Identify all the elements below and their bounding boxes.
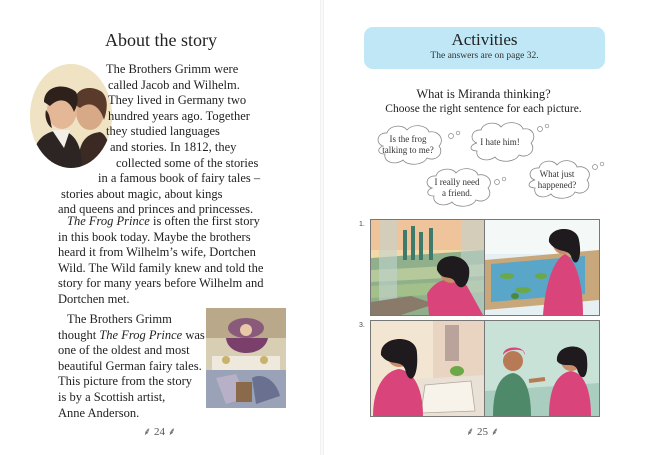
text-line: in a famous book of fairy tales – (98, 171, 261, 186)
page-ornament-icon: ⸙ (490, 426, 499, 438)
text-line (67, 214, 263, 230)
anne-anderson-illustration (206, 308, 286, 408)
text-line: story for many years before Wilhelm and (58, 276, 264, 291)
text-span: happened? (537, 180, 577, 190)
bubble-text (525, 158, 589, 202)
text-line: and queens and princes and princesses. (58, 202, 254, 217)
thought-bubble (422, 166, 494, 210)
text-line: collected some of the stories (116, 155, 259, 170)
activities-subtitle: The answers are on page 32. (430, 51, 539, 61)
text-line: in this book today. Maybe the brothers (58, 229, 251, 244)
page-number (143, 424, 176, 439)
thought-bubble (373, 122, 449, 168)
book-title-italic: The Frog Prince (67, 214, 150, 228)
bubble-text (373, 122, 443, 168)
page-number-text: 25 (477, 426, 488, 438)
text-span: I hate him! (480, 136, 520, 147)
comic-panel-4 (484, 320, 600, 417)
thought-bubble (525, 158, 591, 202)
text-line: and stories. In 1812, they (110, 139, 237, 154)
text-line: The Brothers Grimm (67, 312, 172, 326)
text-span: is often the first story (149, 214, 260, 228)
page-number-text: 24 (154, 426, 165, 438)
bubble-text (467, 119, 533, 165)
text-line: is by a Scottish artist, (58, 389, 166, 404)
page-ornament-icon: ⸙ (143, 426, 152, 438)
text-line: hundred years ago. Together (108, 108, 250, 123)
grimm-brothers-portrait (30, 64, 112, 168)
panel-label: 1. (359, 221, 365, 228)
paragraph-history (58, 214, 263, 308)
text-line: they studied languages (106, 124, 220, 139)
comic-panel-1 (370, 219, 486, 316)
text-line: The Brothers Grimm were (106, 62, 239, 76)
panel-label: 3. (359, 322, 365, 329)
text-line: Dortchen met. (58, 291, 130, 306)
comic-panel-2 (484, 219, 600, 316)
text-line (58, 328, 205, 344)
text-span: was (182, 327, 205, 342)
book-spine (320, 0, 324, 455)
text-line: Anne Anderson. (58, 405, 140, 420)
text-line: stories about magic, about kings (61, 186, 223, 201)
paragraph-intro (58, 62, 261, 218)
text-span: thought (58, 327, 100, 342)
question-heading: What is Miranda thinking? (416, 87, 551, 101)
text-line: heard it from Wilhelm’s wife, Dortchen (58, 245, 256, 260)
comic-panel-3 (370, 320, 486, 417)
activities-header (364, 27, 605, 69)
text-span: What just (539, 169, 575, 179)
text-span: talking to me? (382, 145, 434, 155)
text-line: They lived in Germany two (108, 93, 247, 108)
page-title: About the story (105, 30, 217, 50)
text-line: This picture from the story (58, 374, 192, 389)
question-instruction: Choose the right sentence for each picture. (385, 103, 582, 115)
bubble-text (422, 166, 492, 210)
page-ornament-icon: ⸙ (167, 426, 176, 438)
activities-title: Activities (451, 30, 518, 49)
page-ornament-icon: ⸙ (466, 426, 475, 438)
text-line: one of the oldest and most (58, 343, 190, 358)
text-line: called Jacob and Wilhelm. (108, 77, 240, 92)
text-span: a friend. (442, 188, 472, 198)
text-span: Is the frog (389, 134, 427, 144)
book-title-italic: The Frog Prince (99, 327, 183, 342)
text-line: Wild. The Wild family knew and told the (58, 260, 264, 275)
text-line: beautiful German fairy tales. (58, 358, 202, 373)
paragraph-illustration (58, 312, 205, 421)
page-number (466, 424, 499, 439)
text-span: I really need (434, 177, 480, 187)
left-page (0, 0, 322, 455)
